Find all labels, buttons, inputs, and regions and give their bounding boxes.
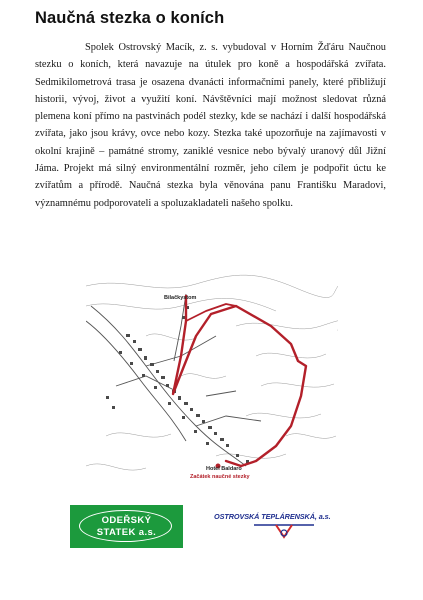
odersky-statek-logo [70,505,183,548]
roads [86,294,261,466]
ostrovska-logo-name: OSTROVSKÁ TEPLÁRENSKÁ, a.s. [214,512,331,521]
intro-paragraph: Spolek Ostrovský Macík, z. s. vybudoval v Horním Žďáru Naučnou stezku o koních, která navazuje na útulek pro koně a hospodářská zvířata. Sedmikilometrová trasa je osazena dvanácti informačními panely, které přibližují historii, vývoj, život a využití koní. Návštěvníci mají možnost sledovat různá plemena koní přímo na pastvinách podél stezky, kde se nachází i další hospodářská zvířata, jako jsou krávy, ovce nebo kozy. Stezka také upozorňuje na zajímavosti v okolní krajině – památné stromy, zaniklé vesnice nebo bývalý uranový důl Jižní Jáma. Projekt má silný environmentální rozměr, jeho cílem je podpořit úctu ke zvířatům a přírodě. Naučná stezka byla věnována panu Františku Maradovi, významnému podporovateli a spoluzakladateli našeho spolku. [35,42,386,209]
trail-route [173,296,306,466]
map-label-hotel: Hotel Baldaro [206,466,242,472]
ostrovska-logo-emblem [214,521,354,549]
map-label-top: Bilačkystom [164,295,197,301]
trail-map [86,266,338,488]
map-label-start: Začátek naučné stezky [190,474,250,480]
page-title: Naučná stezka o koních [35,9,225,27]
trail-map-drawing [86,266,338,488]
odersky-logo-line1: ODEŘSKÝ [101,515,152,526]
ostrovska-teplarenska-logo [214,512,354,550]
odersky-logo-line2: STATEK a.s. [96,527,157,538]
